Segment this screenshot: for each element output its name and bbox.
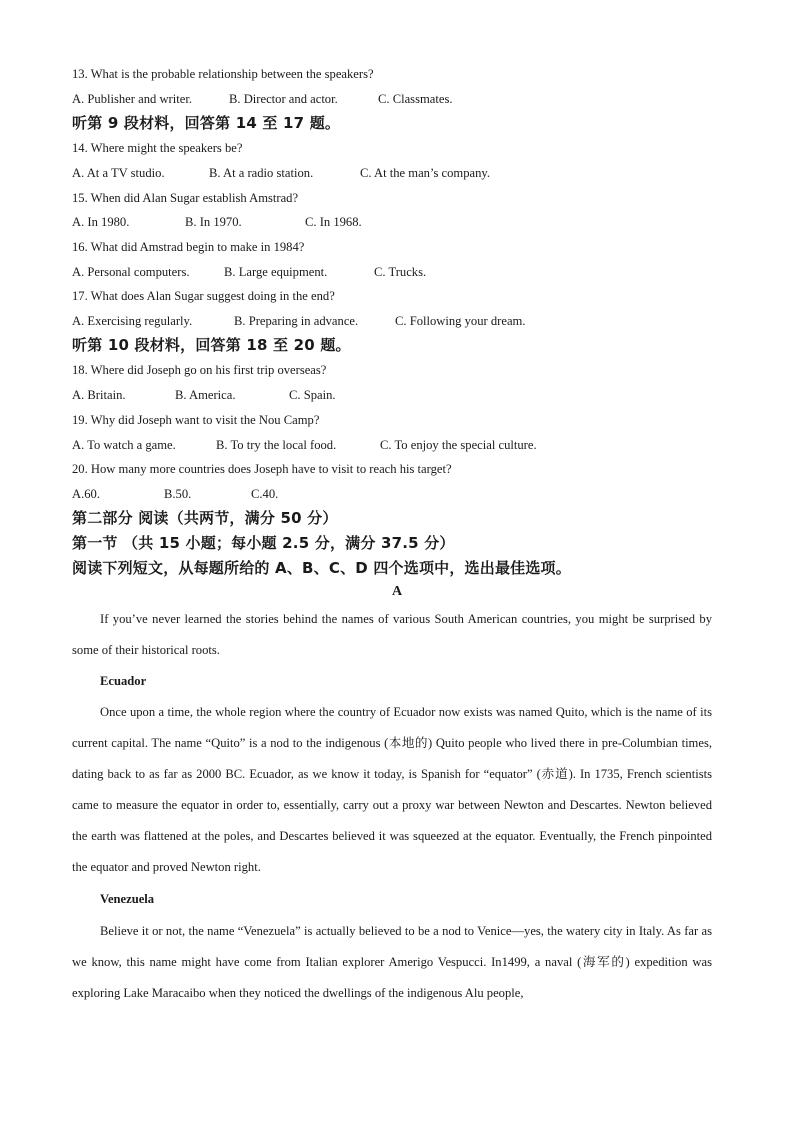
option-a: A. To watch a game. <box>72 438 176 452</box>
option-a: A. Exercising regularly. <box>72 314 193 328</box>
option-a: A. Britain. <box>72 388 126 402</box>
question-15: 15. When did Alan Sugar establish Amstrad? <box>72 191 299 205</box>
question-14: 14. Where might the speakers be? <box>72 141 243 155</box>
option-c: C. Following your dream. <box>395 314 526 328</box>
question-13: 13. What is the probable relationship between the speakers? <box>72 67 374 81</box>
section-10-header: 听第 10 段材料，回答第 18 至 20 题。 <box>72 336 351 354</box>
intro-paragraph: If you’ve never learned the stories behind the names of various South American countries, you might be surprised by some of their historical roots. <box>72 612 712 657</box>
part-2-instructions: 阅读下列短文，从每题所给的 A、B、C、D 四个选项中，选出最佳选项。 <box>72 559 571 577</box>
option-b: B. At a radio station. <box>209 166 314 180</box>
option-c: C. Classmates. <box>378 92 453 106</box>
option-b: B. In 1970. <box>185 215 242 229</box>
option-c: C. To enjoy the special culture. <box>380 438 537 452</box>
option-b: B. America. <box>175 388 236 402</box>
part-2-title: 第二部分 阅读（共两节，满分 50 分） <box>72 509 338 527</box>
section-9-header: 听第 9 段材料，回答第 14 至 17 题。 <box>72 114 341 132</box>
question-16: 16. What did Amstrad begin to make in 1984? <box>72 240 305 254</box>
option-b: B. Preparing in advance. <box>234 314 359 328</box>
venezuela-heading: Venezuela <box>100 892 155 906</box>
ecuador-heading: Ecuador <box>100 674 147 688</box>
question-18: 18. Where did Joseph go on his first trip overseas? <box>72 363 327 377</box>
option-b: B. Director and actor. <box>229 92 338 106</box>
venezuela-paragraph: Believe it or not, the name “Venezuela” is actually believed to be a nod to Venice—yes, the watery city in Italy. As far as we know, this name might have come from Italian explorer Amerigo Vespucci. In1499, a naval (海军的) expedition was exploring Lake Maracaibo when they noticed the dwellings of the indigenous Alu people, <box>72 924 712 1000</box>
option-b: B.50. <box>164 487 192 501</box>
option-a: A. At a TV studio. <box>72 166 165 180</box>
option-c: C. Trucks. <box>374 265 427 279</box>
question-20: 20. How many more countries does Joseph have to visit to reach his target? <box>72 462 452 476</box>
option-a: A. In 1980. <box>72 215 130 229</box>
option-c: C. Spain. <box>289 388 336 402</box>
option-c: C. In 1968. <box>305 215 362 229</box>
option-b: B. To try the local food. <box>216 438 337 452</box>
option-c: C.40. <box>251 487 279 501</box>
option-a: A. Personal computers. <box>72 265 190 279</box>
question-17: 17. What does Alan Sugar suggest doing in the end? <box>72 289 335 303</box>
option-a: A.60. <box>72 487 100 501</box>
question-19: 19. Why did Joseph want to visit the Nou Camp? <box>72 413 320 427</box>
passage-letter: A <box>391 584 403 599</box>
option-c: C. At the man’s company. <box>360 166 491 180</box>
option-a: A. Publisher and writer. <box>72 92 192 106</box>
option-b: B. Large equipment. <box>224 265 328 279</box>
part-2-subtitle: 第一节 （共 15 小题；每小题 2.5 分，满分 37.5 分） <box>72 534 455 552</box>
ecuador-paragraph: Once upon a time, the whole region where the country of Ecuador now exists was named Quito, which is the name of its current capital. The name “Quito” is a nod to the indigenous (本地的) Quito people who lived there in pre-Columbian times, dating back to as far as 2000 BC. Ecuador, as we know it today, is Spanish for “equator” (赤道). In 1735, French scientists came to measure the equator in order to, essentially, carry out a proxy war between Newton and Descartes. Newton believed the earth was flattened at the poles, and Descartes believed it was squeezed at the equator. Eventually, the French pinpointed the equator and proved Newton right. <box>72 705 712 874</box>
